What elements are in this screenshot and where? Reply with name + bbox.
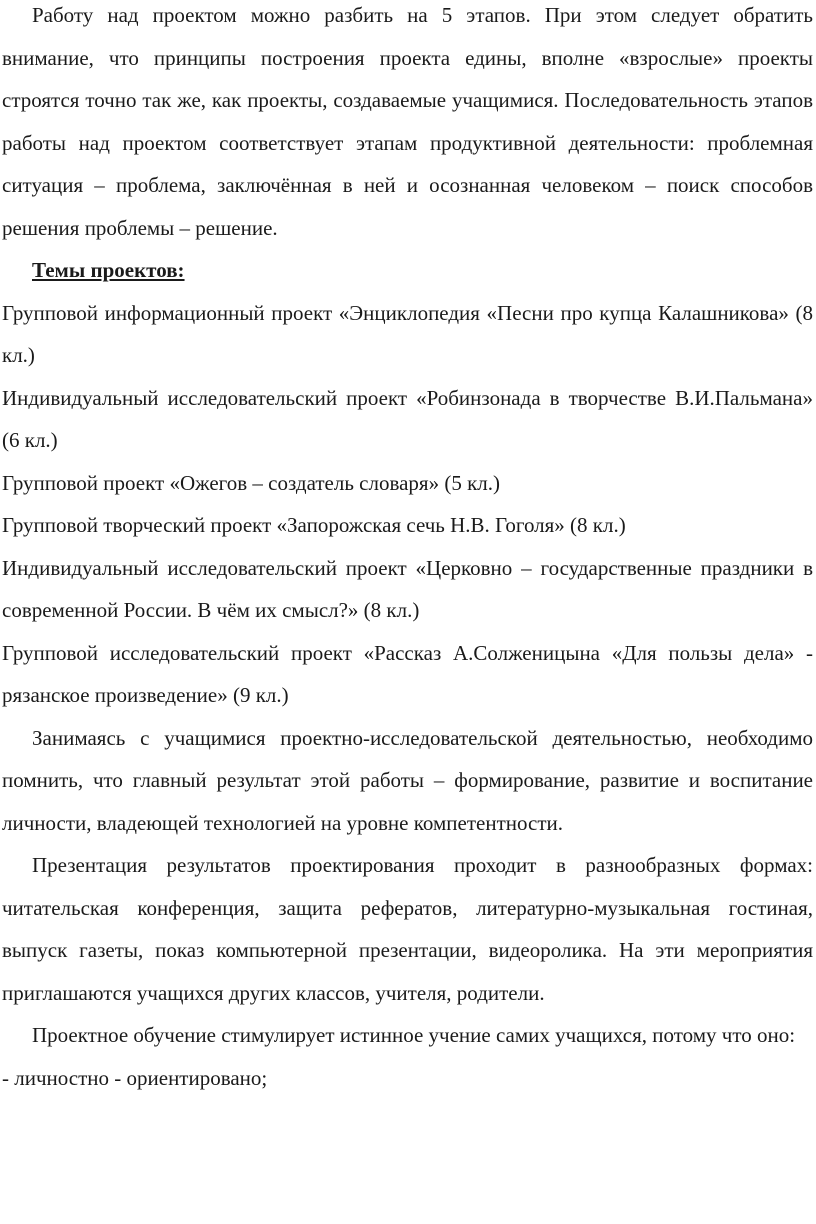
list-item: - личностно - ориентировано; <box>2 1065 268 1090</box>
intro-paragraph: Работу над проектом можно разбить на 5 этапов. При этом следует обратить внимание, что принципы построения проекта едины, вполне «взрослые» проекты строятся точно так же, как проекты, создаваемые учащимися. Последовательность этапов работы над проектом соответствует этапам продуктивной деятельности: проблемная ситуация – проблема, заключённая в ней и осознанная человеком – поиск способов решения проблемы – решение. <box>2 3 813 240</box>
topic-item: Групповой исследовательский проект «Рассказ А.Солженицына «Для пользы дела» - рязанское произведение» (9 кл.) <box>2 640 813 707</box>
topics-heading: Темы проектов: <box>32 258 185 282</box>
presentation-paragraph: Презентация результатов проектирования проходит в разнообразных формах: читательская конференция, защита рефератов, литературно-музыкальная гостиная, выпуск газеты, показ компьютерной презентации, видеоролика. На эти мероприятия приглашаются учащихся других классов, учителя, родители. <box>2 853 813 1005</box>
topic-item: Групповой проект «Ожегов – создатель словаря» (5 кл.) <box>2 470 501 495</box>
topic-item: Групповой творческий проект «Запорожская сечь Н.В. Гоголя» (8 кл.) <box>2 513 626 537</box>
topic-item: Индивидуальный исследовательский проект «Робинзонада в творчестве В.И.Пальмана» (6 кл.) <box>2 385 813 452</box>
result-paragraph: Занимаясь с учащимися проектно-исследовательской деятельностью, необходимо помнить, что главный результат этой работы – формирование, развитие и воспитание личности, владеющей технологией на уровне компетентности. <box>2 725 813 835</box>
topic-item: Групповой информационный проект «Энциклопедия «Песни про купца Калашникова» (8 кл.) <box>2 300 813 367</box>
topic-item: Индивидуальный исследовательский проект «Церковно – государственные праздники в современной России. В чём их смысл?» (8 кл.) <box>2 555 813 622</box>
stimulus-paragraph: Проектное обучение стимулирует истинное учение самих учащихся, потому что оно: <box>32 1023 796 1047</box>
